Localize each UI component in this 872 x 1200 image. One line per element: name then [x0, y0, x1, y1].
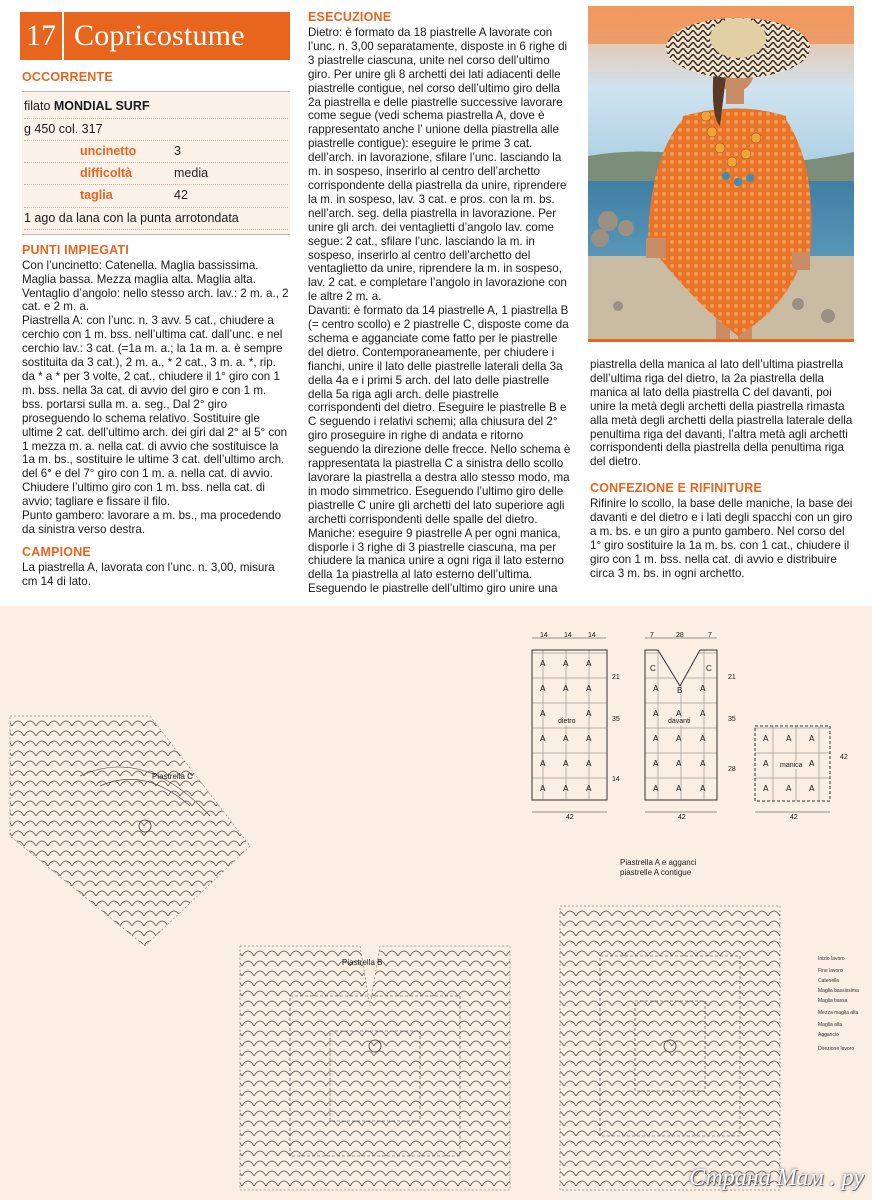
dietro-bottom: 42	[566, 814, 574, 821]
yarn-quantity: g 450 col. 317	[24, 119, 288, 141]
piastrella-c-label: Piastrella C	[152, 772, 193, 781]
yarn-prefix: filato	[24, 99, 51, 114]
davanti-text: Davanti: è formato da 14 piastrelle A, 1 piastrella B (= centro scollo) e 2 piastrelle C, disposte come da schema e agganciate come fatto per le piastrelle del dietro. Contemporaneamente, per chiudere i fianchi, unire il lato delle piastrelle laterali della 3a della 4a e i primi 5 arch. del lato delle piastrelle della 5a riga agli arch. delle piastrelle corrispondenti del dietro. Eseguire le piastrelle B e C seguendo i relativi schemi; alla chiusura del 2° giro proseguire in righe di andata e ritorno seguendo la direzione delle frecce. Nello schema è rappresentata la piastrella C a sinistra dello scollo lavorare la piastrella a destra allo stesso modo, ma in modo simmetrico. Eseguendo l’ultimo giro delle piastrelle C unire gli archetti del lato superiore agli archetti corrispondenti delle spalle del dietro.	[308, 304, 571, 526]
uncinetto-row	[24, 141, 288, 163]
confezione-heading: CONFEZIONE E RIFINITURE	[590, 481, 762, 496]
legend-item: Maglia bassissima	[818, 988, 859, 994]
svg-text:A: A	[763, 784, 769, 793]
manica-bottom: 42	[790, 814, 798, 821]
taglia-row	[24, 185, 288, 207]
davanti-c-right: C	[706, 664, 712, 673]
svg-text:A: A	[653, 684, 659, 693]
campione-section	[22, 545, 290, 589]
legend-item: Maglia bassa	[818, 998, 848, 1004]
left-column	[22, 70, 290, 589]
dietro-top-3: 14	[588, 632, 596, 639]
legend-item: Fine lavoro	[818, 968, 843, 974]
piastrella-b-label: Piastrella B	[342, 958, 383, 967]
svg-text:A: A	[676, 734, 682, 743]
svg-text:A: A	[809, 784, 815, 793]
svg-text:A: A	[786, 784, 792, 793]
svg-text:A: A	[586, 784, 592, 793]
pattern-number: 17	[20, 12, 64, 60]
svg-text:A: A	[540, 709, 546, 718]
dietro-top-1: 14	[540, 632, 548, 639]
schematic-diagrams	[520, 628, 860, 828]
svg-text:A: A	[586, 709, 592, 718]
svg-text:A: A	[763, 759, 769, 768]
legend-item: Maglia alta	[818, 1022, 843, 1028]
piastrella-a-text: Piastrella A: con l’unc. n. 3 avv. 5 cat., chiudere a cerchio con 1 m. bss. nell’ultima cat. dall’unc. e nel cerchio lav.: 3 cat. (=1a m. a.; la 1a m. a. è sempre sostituita da 3 cat.), 2 m. a., * 2 cat., 3 m. a. *, rip. da * a * per 3 volte, 2 cat., chiudere il 1° giro con 1 m. bss. nella 3a cat. di avvio del giro e con 1 m. bss. portarsi sulla m. a. seg., Dal 2° giro proseguendo lo schema relativo. Sostituire gle ultime 2 cat. dell’ultimo arch. dei giri dal 2° al 5° con 1 mezza m. a. nella cat. di avvio che sostituisce la 1a m. bs., sostituire le ultime 3 cat. dell’ultimo arch. del 6° e del 7° giro con 1 m. a. nella cat. di avvio. Chiudere l’ultimo giro con 1 m. bss. nella cat. di avvio; tagliare e fissare il filo.	[22, 314, 288, 509]
diagram-area	[0, 606, 872, 1200]
piastrella-c-chart	[0, 706, 260, 956]
dietro-label: dietro	[558, 718, 576, 725]
punti-text: Con l’uncinetto: Catenella. Maglia bassissima. Maglia bassa. Mezza maglia alta. Maglia alta. Ventaglio d’angolo: nello stesso arch. lav.: 2 m. a., 2 cat. e 2 m. a.	[22, 258, 289, 314]
esecuzione-heading: ESECUZIONE	[308, 10, 392, 24]
dietro-side-1: 21	[612, 674, 620, 681]
svg-text:A: A	[700, 784, 706, 793]
middle-column	[308, 10, 574, 596]
svg-text:A: A	[809, 759, 815, 768]
maniche-text: Maniche: eseguire 9 piastrelle A per ogni manica, disporle i 3 righe di 3 piastrelle ciascuna, ma per chiudere la manica unire a ogni riga il lato esterno della 1a piastrella al lato esterno dell’ultima. Eseguendo le piastrelle dell’ultimo giro unire una	[308, 526, 564, 596]
legend-item: Mezza maglia alta	[818, 1010, 859, 1016]
dietro-top-2: 14	[564, 632, 572, 639]
piastrella-a-chart	[540, 886, 790, 1200]
beach-photo-illustration	[588, 6, 854, 342]
davanti-top-2: 28	[676, 632, 684, 639]
yarn-line	[24, 96, 288, 118]
svg-text:A: A	[676, 709, 682, 718]
davanti-c-left: C	[650, 664, 656, 673]
legend-item: Direzione lavoro	[818, 1046, 855, 1052]
piastrella-a-label-1: Piastrella A e agganci	[620, 858, 697, 867]
difficolta-key: difficoltà	[80, 166, 133, 180]
svg-text:A: A	[763, 734, 769, 743]
legend-item: Catenella	[818, 978, 840, 984]
svg-text:A: A	[540, 759, 546, 768]
svg-text:A: A	[700, 759, 706, 768]
campione-heading: CAMPIONE	[22, 544, 91, 559]
svg-text:A: A	[653, 784, 659, 793]
svg-text:A: A	[563, 684, 569, 693]
taglia-value: 42	[174, 188, 188, 203]
svg-text:A: A	[540, 734, 546, 743]
difficolta-row	[24, 163, 288, 185]
title-badge	[20, 12, 290, 60]
materials-box	[22, 91, 290, 235]
legend-item: Inizio lavoro	[818, 956, 845, 962]
svg-text:A: A	[540, 684, 546, 693]
svg-text:A: A	[676, 759, 682, 768]
gambero-text: Punto gambero: lavorare a m. bs., ma procedendo da sinistra verso destra.	[22, 509, 282, 536]
davanti-side-1: 21	[728, 674, 736, 681]
svg-text:A: A	[586, 734, 592, 743]
davanti-side-3: 28	[728, 766, 736, 773]
model-photo	[588, 6, 854, 342]
occorrente-heading: OCCORRENTE	[22, 70, 113, 84]
campione-text: La piastrella A, lavorata con l’unc. n. 3,00, misura cm 14 di lato.	[22, 560, 275, 588]
svg-text:A: A	[586, 659, 592, 668]
davanti-bottom: 42	[678, 814, 686, 821]
davanti-side-2: 35	[728, 716, 736, 723]
svg-text:A: A	[586, 759, 592, 768]
taglia-key: taglia	[80, 188, 113, 203]
svg-text:A: A	[653, 734, 659, 743]
watermark: Страна Мам . ру	[689, 1165, 864, 1191]
manica-label: manica	[780, 762, 803, 769]
right-column	[590, 358, 856, 581]
uncinetto-value: 3	[174, 143, 181, 158]
piastrella-b-chart	[230, 936, 520, 1200]
svg-text:A: A	[676, 784, 682, 793]
difficolta-value: media	[174, 166, 209, 180]
davanti-top-3: 7	[708, 632, 712, 639]
legend-item: Aggancio	[818, 1032, 839, 1038]
svg-text:A: A	[586, 684, 592, 693]
punti-section	[22, 243, 290, 537]
uncinetto-key: uncinetto	[80, 143, 137, 158]
davanti-top-1: 7	[650, 632, 654, 639]
svg-text:A: A	[563, 784, 569, 793]
pattern-title: Copricostume	[74, 19, 245, 52]
dietro-side-3: 14	[612, 776, 620, 783]
svg-text:A: A	[653, 709, 659, 718]
davanti-b: B	[677, 686, 683, 695]
svg-text:A: A	[700, 684, 706, 693]
piastrella-a-label-2: piastrelle A contigue	[620, 868, 692, 877]
confezione-text: Rifinire lo scollo, la base delle maniche, la base dei davanti e del dietro e i lati degli spacchi con un giro a m. bs. e un giro a punto gambero. Nel corso del 1° giro sostituire la 1a m. bs. con 1 cat., chiudere il giro con 1 m. bss. nella cat. di avvio e distribuire circa 3 m. bs. in ogni archetto.	[590, 497, 853, 580]
esecuzione-text: Dietro: è formato da 18 piastrelle A lavorate con l’unc. n. 3,00 separatamente, disposte in 6 righe di 3 piastrelle ciascuna, unite nel corso dell’ultimo giro. Per unire gli 8 archetti dei lati adiacenti delle piastrelle contigue, nel corso dell’ultimo giro della 2a piastrella e delle piastrelle successive lavorare come segue (vedi schema piastrella A, dove è rappresentato anche l’ unione della piastrella alle piastrelle contigue): eseguire le prime 3 cat. dell’arch. in lavorazione, sfilare l’unc. lasciando la m. in sospeso, inserirlo al centro dell’archetto corrispondente della piastrella da unire, riprendere la m. in sospeso, lav. 3 cat. e pros. con la m. bs. nell’arch. seg. della piastrella in lavorazione. Per unire gli arch. dei ventaglietti d’angolo lav. come segue: 2 cat., sfilare l’unc. lasciando la m. in sospeso, inserirlo al centro dell’archetto del ventaglietto da unire, riprendere la m. in sospeso, lav. 2 cat. e completare l’angolo in lavorazione con le altre 2 m. a.	[308, 26, 568, 304]
svg-text:A: A	[540, 784, 546, 793]
yarn-name: MONDIAL SURF	[53, 99, 150, 114]
svg-text:A: A	[809, 734, 815, 743]
needle-line: 1 ago da lana con la punta arrotondata	[24, 208, 288, 230]
svg-text:A: A	[563, 759, 569, 768]
svg-text:A: A	[786, 734, 792, 743]
svg-text:A: A	[540, 659, 546, 668]
svg-text:A: A	[653, 759, 659, 768]
svg-text:A: A	[700, 709, 706, 718]
svg-text:A: A	[563, 659, 569, 668]
svg-text:A: A	[700, 734, 706, 743]
dietro-side-2: 35	[612, 716, 620, 723]
continued-text: piastrella della manica al lato dell’ultima piastrella dell’ultima riga del dietro, la 2a piastrella della manica al lato della piastrella C del davanti, poi unire la metà degli archetti della piastrella rimasta alla metà degli archetti della piastrella laterale della penultima riga del davanti, l’altra metà agli archetti corrispondenti della piastrella della penultima riga del dietro.	[590, 358, 853, 469]
manica-side: 42	[840, 754, 848, 761]
davanti-label: davanti	[668, 718, 691, 725]
svg-text:A: A	[563, 734, 569, 743]
punti-heading: PUNTI IMPIEGATI	[22, 242, 129, 257]
